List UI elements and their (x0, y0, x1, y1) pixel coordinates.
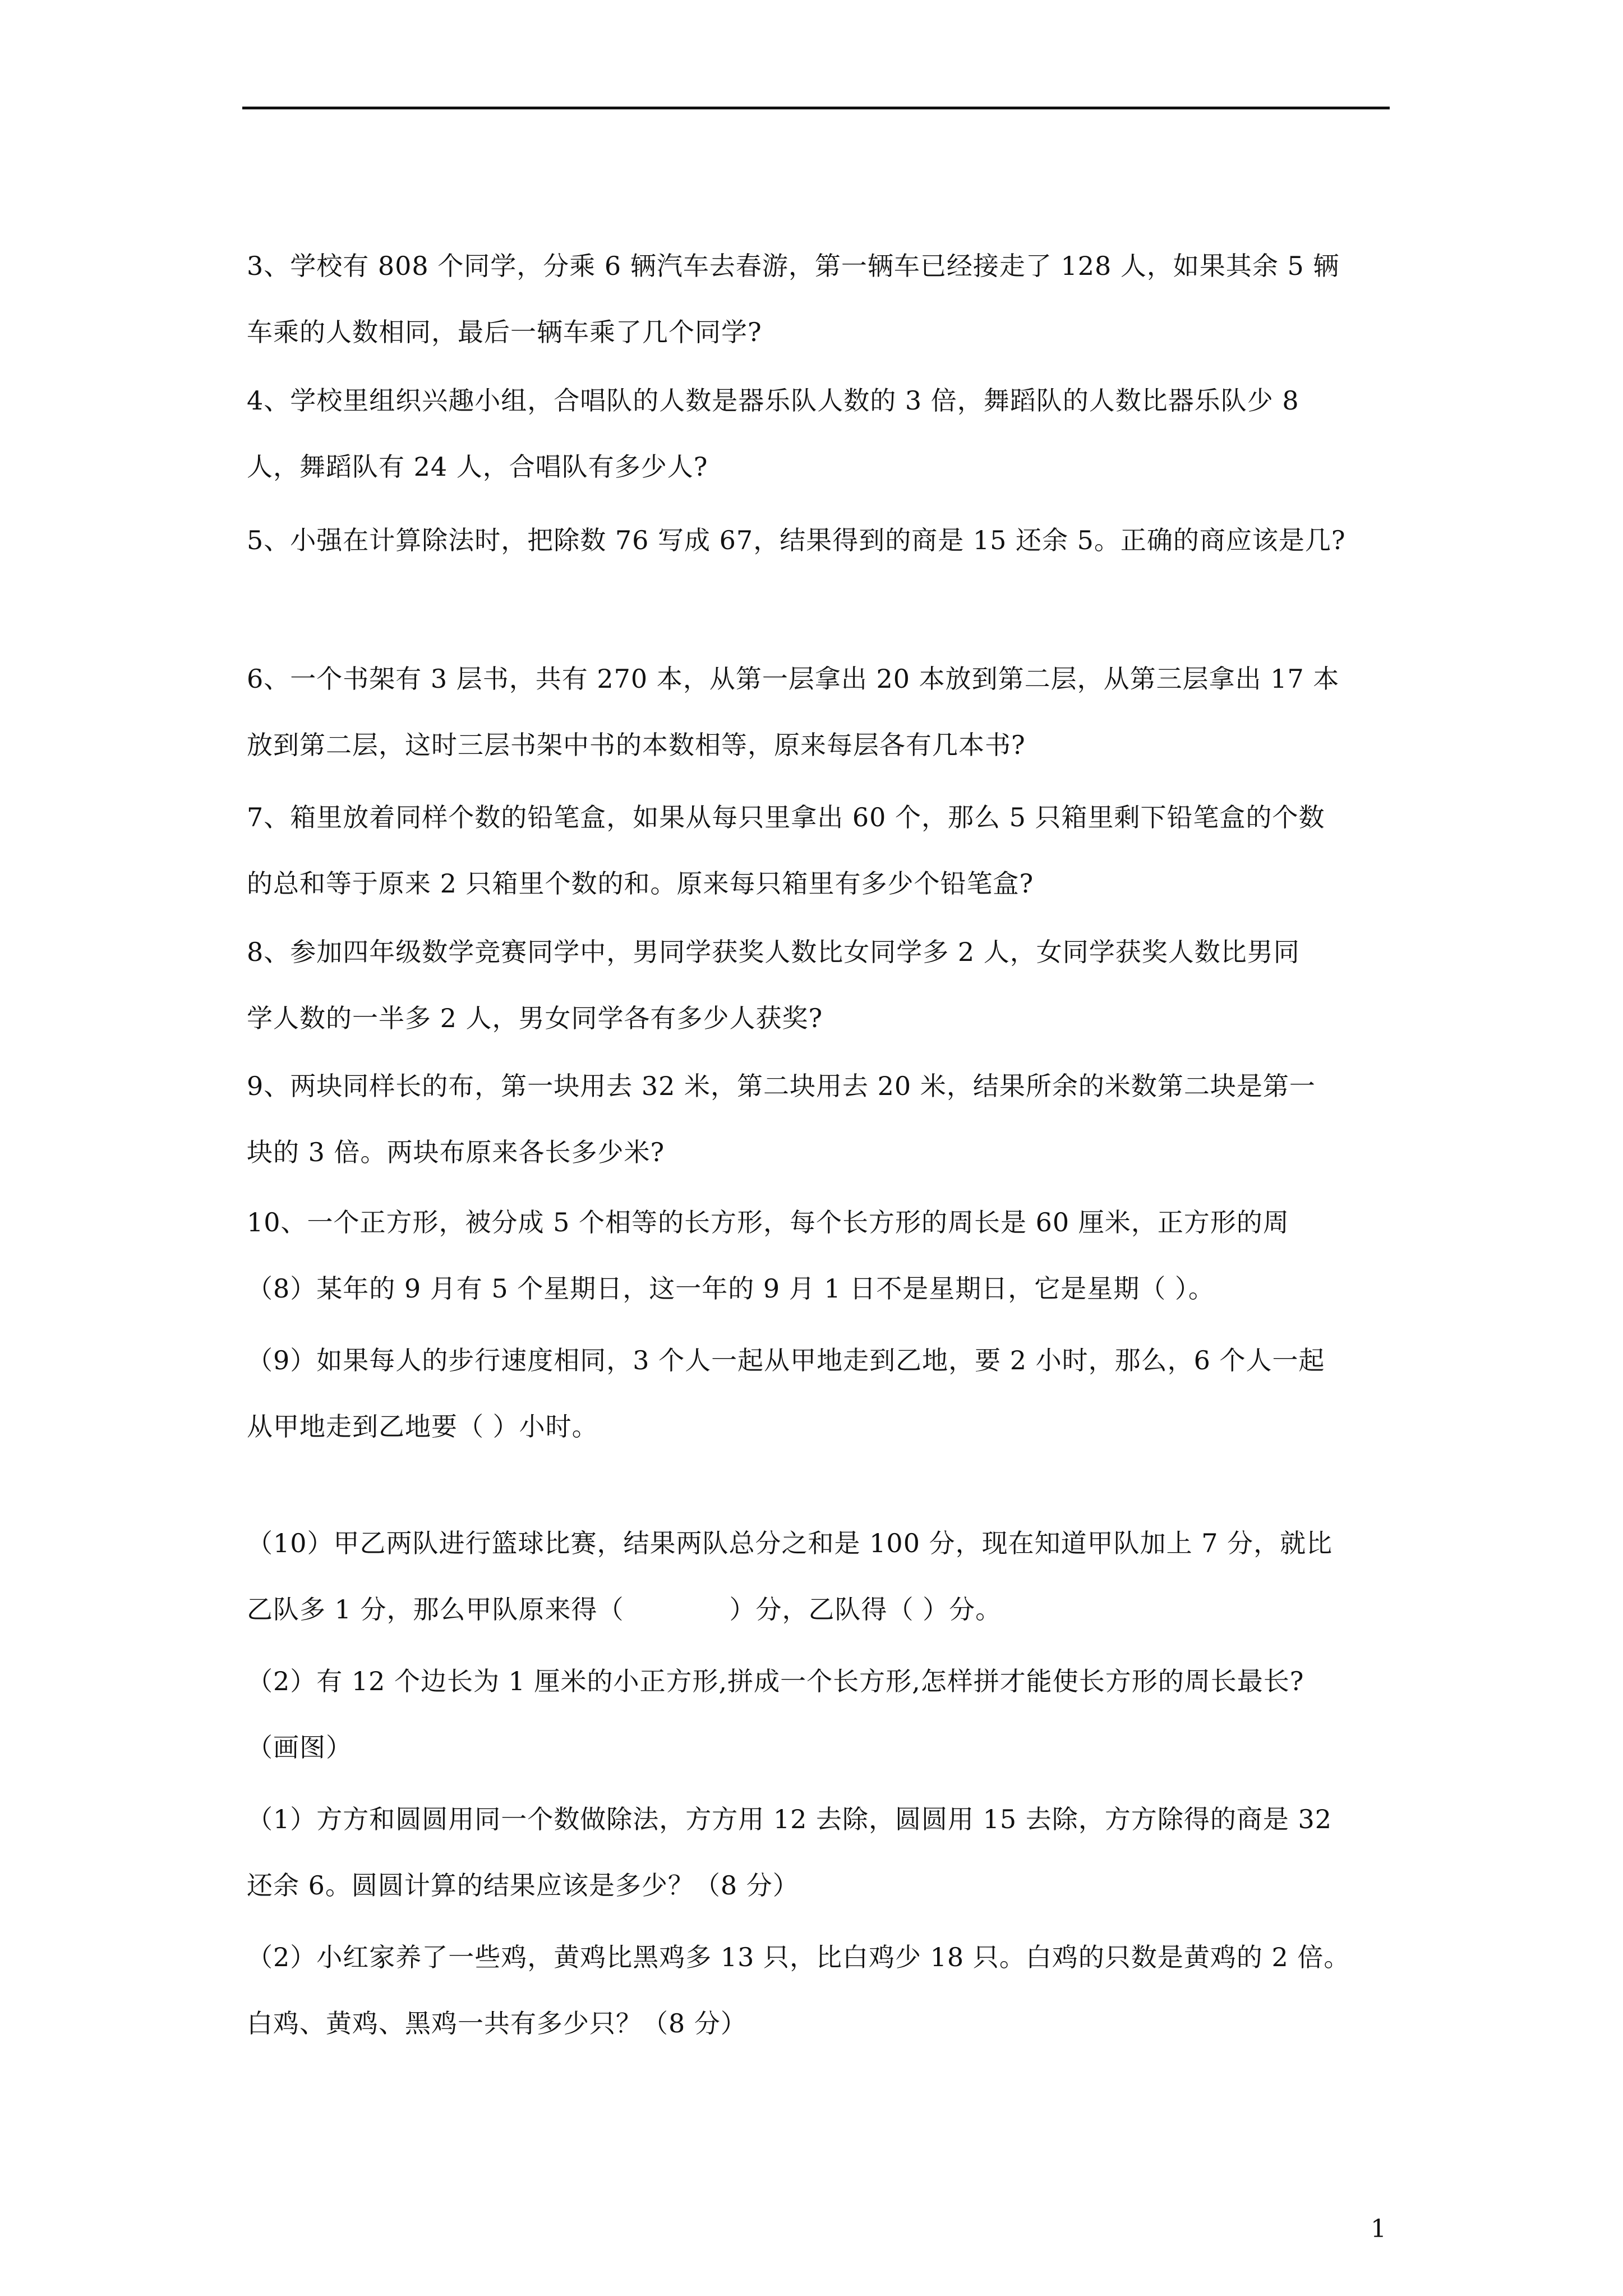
fill-in-9-line-1: （9）如果每人的步行速度相同，3 个人一起从甲地走到乙地，要 2 小时，那么，6 个人一起 (247, 1345, 1325, 1375)
word-problem-2 (247, 1924, 1394, 2056)
problem-3-line-2: 车乘的人数相同，最后一辆车乘了几个同学? (247, 317, 762, 347)
problem-5-line-1: 5、小强在计算除法时，把除数 76 写成 67，结果得到的商是 15 还余 5。正确的商应该是几? (247, 525, 1346, 555)
problem-10 (247, 1189, 1394, 1322)
problem-6-line-2: 放到第二层，这时三层书架中书的本数相等，原来每层各有几本书? (247, 730, 1026, 760)
problem-7-line-1: 7、箱里放着同样个数的铅笔盒，如果从每只里拿出 60 个，那么 5 只箱里剩下铅笔盒的个数 (247, 802, 1325, 832)
problem-6-line-1: 6、一个书架有 3 层书，共有 270 本，从第一层拿出 20 本放到第二层，从第三层拿出 17 本 (247, 664, 1340, 694)
problem-4-line-2: 人，舞蹈队有 24 人，合唱队有多少人? (247, 452, 708, 482)
drawing-problem-2-line-2: （画图） (247, 1732, 352, 1763)
fill-in-10-line-1: （10）甲乙两队进行篮球比赛，结果两队总分之和是 100 分，现在知道甲队加上 7 分，就比 (247, 1528, 1333, 1558)
drawing-problem-2-line-1: （2）有 12 个边长为 1 厘米的小正方形,拼成一个长方形,怎样拼才能使长方形的周长最长? (247, 1666, 1304, 1696)
problem-9-line-1: 9、两块同样长的布，第一块用去 32 米，第二块用去 20 米，结果所余的米数第二块是第一 (247, 1071, 1316, 1101)
problem-5 (247, 507, 1394, 573)
problem-7 (247, 784, 1394, 917)
problem-10-line-1: 10、一个正方形，被分成 5 个相等的长方形，每个长方形的周长是 60 厘米，正方形的周 (247, 1207, 1289, 1237)
problem-9-line-2: 块的 3 倍。两块布原来各长多少米? (247, 1137, 665, 1167)
problem-7-line-2: 的总和等于原来 2 只箱里个数的和。原来每只箱里有多少个铅笔盒? (247, 868, 1034, 899)
word-problem-1 (247, 1786, 1394, 1918)
problem-4-line-1: 4、学校里组织兴趣小组，合唱队的人数是器乐队人数的 3 倍，舞蹈队的人数比器乐队少 8 (247, 385, 1299, 416)
fill-in-10-line-2: 乙队多 1 分，那么甲队原来得（ ）分，乙队得（ ）分。 (247, 1594, 1002, 1625)
problem-6 (247, 646, 1394, 778)
problem-8-line-2: 学人数的一半多 2 人，男女同学各有多少人获奖? (247, 1003, 823, 1033)
word-problem-1-line-2: 还余 6。圆圆计算的结果应该是多少？（8 分） (247, 1870, 799, 1901)
fill-in-10 (247, 1510, 1394, 1642)
problem-10-line-2: （8）某年的 9 月有 5 个星期日，这一年的 9 月 1 日不是星期日，它是星期（ ）。 (247, 1273, 1215, 1304)
drawing-problem-2 (247, 1648, 1394, 1780)
fill-in-9 (247, 1327, 1394, 1460)
problem-8 (247, 919, 1394, 1051)
problem-8-line-1: 8、参加四年级数学竞赛同学中，男同学获奖人数比女同学多 2 人，女同学获奖人数比男同 (247, 937, 1300, 967)
problem-3 (247, 233, 1394, 365)
word-problem-2-line-1: （2）小红家养了一些鸡，黄鸡比黑鸡多 13 只，比白鸡少 18 只。白鸡的只数是黄鸡的 2 倍。 (247, 1942, 1350, 1972)
fill-in-9-line-2: 从甲地走到乙地要（ ）小时。 (247, 1411, 598, 1442)
problem-3-line-1: 3、学校有 808 个同学，分乘 6 辆汽车去春游，第一辆车已经接走了 128 人，如果其余 5 辆 (247, 251, 1340, 281)
problem-9 (247, 1053, 1394, 1185)
problem-4 (247, 367, 1394, 500)
word-problem-2-line-2: 白鸡、黄鸡、黑鸡一共有多少只？（8 分） (247, 2008, 747, 2039)
word-problem-1-line-1: （1）方方和圆圆用同一个数做除法，方方用 12 去除，圆圆用 15 去除，方方除得的商是 32 (247, 1804, 1332, 1834)
page-number: 1 (1371, 2215, 1386, 2243)
header-rule (242, 107, 1390, 109)
